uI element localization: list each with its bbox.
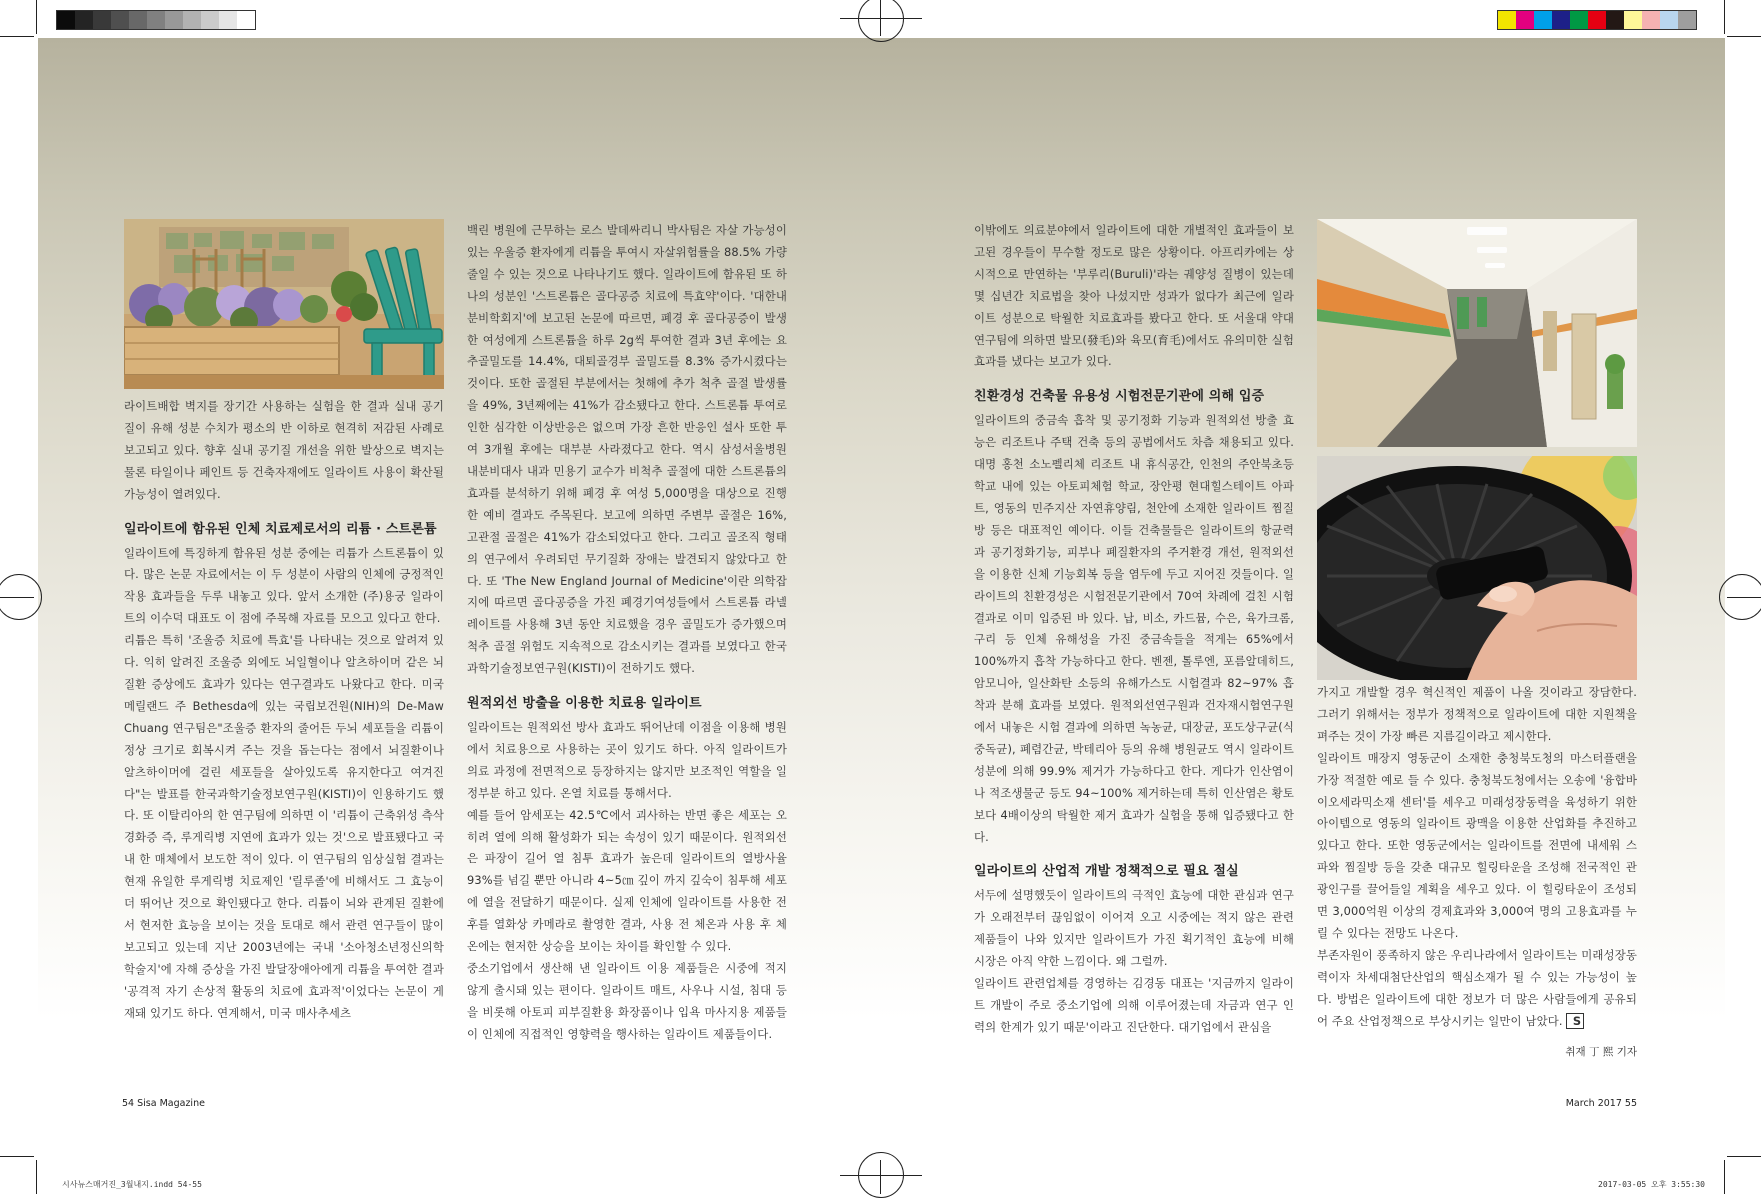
color-swatch bbox=[1534, 11, 1552, 29]
paragraph: 리튬은 특히 '조울증 치료에 특효'를 나타내는 것으로 알려져 있다. 익히 알려진 조울증 외에도 뇌일혈이나 알츠하이머 같은 뇌질환 증상에도 효과가 있다는 연구결과도 나왔다고 한다. 미국 메릴랜드 주 Bethesda에 있는 국립보건원(NIH)의 De-Maw Chuang 연구팀은"조울증 환자의 줄어든 두뇌 세포들을 리튬이 정상 크기로 회복시켜 주는 것을 돕는다는 점에서 뇌질환이나 알츠하이머에 걸린 세포들을 살아있도록 유지한다고 여겨진다"는 발표를 한국과학기술정보연구원(KISTI)이 인용하기도 했다. 또 이탈리아의 한 연구팀에 의하면 이 '리튬이 근축위성 측삭 경화증 즉, 루게릭병 지연에 효과가 있는 것'으로 발표됐다고 국내 한 매체에서 보도한 적이 있다. 이 연구팀의 임상실험 결과는 현재 유일한 루게릭병 치료제인 '릴루졸'에 비해서도 그 효능이 더 뛰어난 것으로 확인됐다고 한다. 리튬이 뇌와 관계된 질환에서 현저한 효능을 보이는 것을 토대로 해서 관련 연구들이 많이 보고되고 있는데 지난 2003년에는 국내 '소아청소년정신의학 학술지'에 자해 증상을 가진 발달장애아에게 리튬을 투여한 결과 '공격적 자기 손상적 활동의 치료에 효과적'이었다는 논문이 게재돼 있기도 하다. 연계해서, 미국 매사추세츠 bbox=[124, 633, 444, 1020]
article-column-1 bbox=[124, 396, 444, 1024]
left-page-folio: 54 Sisa Magazine bbox=[122, 1098, 205, 1109]
gray-swatch bbox=[219, 11, 237, 29]
crop-mark bbox=[1727, 36, 1761, 37]
color-swatch bbox=[1552, 11, 1570, 29]
color-swatch bbox=[1570, 11, 1588, 29]
article-column-4 bbox=[1317, 682, 1637, 1033]
paragraph: 부존자원이 풍족하지 않은 우리나라에서 일라이트는 미래성장동력이자 차세대첨단산업의 핵심소재가 될 수 있는 가능성이 높다. 방법은 일라이트에 대한 정보가 더 많은 사람들에게 공유되어 주요 산업정책으로 부상시키는 일만이 남았다. S bbox=[1317, 947, 1637, 1028]
color-swatch bbox=[1516, 11, 1534, 29]
registration-line bbox=[1727, 597, 1761, 598]
paragraph: 일라이트 관련업체를 경영하는 김경동 대표는 '지금까지 일라이트 개발이 주로 중소기업에 의해 이루어졌는데 자금과 연구 인력의 한계가 있기 때문'이라고 진단한다. 대기업에서 관심을 bbox=[974, 976, 1294, 1034]
section-heading-eco-building: 친환경성 건축물 유용성 시험전문기관에 의해 입증 bbox=[974, 389, 1265, 405]
gray-swatch bbox=[201, 11, 219, 29]
registration-line bbox=[880, 0, 881, 36]
gray-swatch bbox=[183, 11, 201, 29]
col2-paragraphs-top bbox=[467, 220, 787, 680]
color-swatch bbox=[1498, 11, 1516, 29]
photo-illite-grill-pan bbox=[1317, 456, 1637, 680]
gray-swatch bbox=[165, 11, 183, 29]
crop-mark bbox=[1724, 0, 1725, 34]
paragraph: 가지고 개발할 경우 혁신적인 제품이 나올 것이라고 장담한다. 그러기 위해서는 정부가 정책적으로 일라이트에 대한 지원책을 펴주는 것이 가장 빠른 지름길이라고 제시한다. bbox=[1317, 685, 1637, 743]
section-heading-far-infrared: 원적외선 방출을 이용한 치료용 일라이트 bbox=[467, 696, 702, 712]
registration-line bbox=[0, 597, 34, 598]
col1-paragraphs-top bbox=[124, 396, 444, 506]
article-column-3 bbox=[974, 220, 1294, 1039]
crop-mark bbox=[36, 0, 37, 34]
gray-swatch bbox=[57, 11, 75, 29]
registration-line bbox=[880, 1160, 881, 1194]
col3-paragraphs-mid bbox=[974, 410, 1294, 848]
section-heading-industrial-policy: 일라이트의 산업적 개발 정책적으로 필요 절실 bbox=[974, 864, 1239, 880]
paragraph: 일라이트는 원적외선 방사 효과도 뛰어난데 이점을 이용해 병원에서 치료용으로 사용하는 곳이 있기도 하다. 아직 일라이트가 의료 과정에 전면적으로 등장하지는 않지만 보조적인 역할을 일정부분 하고 있다. 온열 치료를 통해서다. bbox=[467, 720, 787, 800]
file-slug: 시사뉴스매거진_3월내지.indd 54-55 bbox=[62, 1180, 202, 1189]
gray-swatch bbox=[93, 11, 111, 29]
article-byline: 취재 丁 熙 기자 bbox=[1565, 1046, 1637, 1058]
end-mark: S bbox=[1566, 1013, 1584, 1029]
crop-mark bbox=[0, 1156, 34, 1157]
crop-mark bbox=[36, 1160, 37, 1194]
paragraph: 이밖에도 의료분야에서 일라이트에 대한 개별적인 효과들이 보고된 경우들이 무수할 정도로 많은 상황이다. 아프리카에는 상시적으로 만연하는 '부루리(Buruli)'라는 궤양성 질병이 있는데 몇 십년간 치료법을 찾아 나섰지만 성과가 없다가 최근에 일라이트 성분으로 탁월한 치료효과를 봤다고 한다. 또 서울대 약대 연구팀에 의하면 발모(發毛)와 육모(育毛)에서도 유의미한 실험 효과를 냈다는 보고가 있다. bbox=[974, 223, 1294, 369]
gray-swatch bbox=[147, 11, 165, 29]
grayscale-calibration-strip bbox=[56, 10, 256, 30]
color-swatch bbox=[1588, 11, 1606, 29]
gray-swatch bbox=[129, 11, 147, 29]
paragraph: 일라이트에 특징하게 함유된 성분 중에는 리튬가 스트론튬이 있다. 많은 논문 자료에서는 이 두 성분이 사람의 인체에 긍정적인 작용 효과들을 두루 내놓고 있다. 앞서 소개한 (주)용궁 일라이트의 이수덕 대표도 이 점에 주목해 자료를 모으고 있다고 한다. bbox=[124, 545, 444, 626]
color-swatch bbox=[1660, 11, 1678, 29]
paragraph: 일라이트 매장지 영동군이 소재한 충청북도청의 마스터플랜을 가장 적절한 예로 들 수 있다. 충청북도청에서는 오송에 '융합바이오세라믹소재 센터'를 세우고 미래성장동력을 육성하기 위한 아이템으로 영동의 일라이트 광맥을 이용한 산업화를 추진하고 있다고 한다. 또한 영동군에서는 일라이트를 전면에 내세워 스파와 찜질방 등을 갖춘 대규모 힐링타운을 조성해 전국적인 관광인구를 끌어들일 계획을 세우고 있다. 이 힐링타운이 조성되면 3,000억원 이상의 경제효과와 3,000여 명의 고용효과를 누릴 수 있다는 전망도 나온다. bbox=[1317, 750, 1637, 940]
color-calibration-strip bbox=[1497, 10, 1697, 30]
gray-swatch bbox=[75, 11, 93, 29]
col1-paragraphs-after-heading bbox=[124, 543, 444, 1025]
paragraph: 라이트배합 벽지를 장기간 사용하는 실험을 한 결과 실내 공기질이 유해 성분 수치가 평소의 반 이하로 현격히 저감된 사례로 보고되고 있다. 향후 실내 공기질 개선을 위한 발상으로 벽지는 물론 타일이나 페인트 등 건축자재에도 일라이트 사용이 확산될 가능성이 열려있다. bbox=[124, 399, 444, 501]
article-column-2 bbox=[467, 220, 787, 1046]
color-swatch bbox=[1606, 11, 1624, 29]
col3-paragraphs-top bbox=[974, 220, 1294, 373]
registration-line bbox=[840, 1175, 922, 1176]
print-timestamp: 2017-03-05 오후 3:55:30 bbox=[1598, 1180, 1705, 1189]
col4-paragraphs bbox=[1317, 682, 1637, 1033]
section-heading-lithium-strontium: 일라이트에 함유된 인체 치료제로서의 리튬 · 스트론튬 bbox=[124, 521, 437, 537]
paragraph: 중소기업에서 생산해 낸 일라이트 이용 제품들은 시중에 적지 않게 출시돼 있는 편이다. 일라이트 매트, 사우나 시설, 침대 등을 비롯해 아토피 피부질환용 화장품이나 입욕 마사지용 제품들이 인체에 직접적인 영향력을 행사하는 일라이트 제품들이다. bbox=[467, 961, 787, 1041]
color-swatch bbox=[1642, 11, 1660, 29]
registration-line bbox=[840, 18, 922, 19]
photo-flower-planters bbox=[124, 219, 444, 389]
gray-swatch bbox=[237, 11, 255, 29]
crop-mark bbox=[0, 36, 34, 37]
paragraph: 백린 병원에 근무하는 로스 발데싸리니 박사팀은 자살 가능성이 있는 우울증 환자에게 리튬을 투여시 자살위험률을 88.5% 가량 줄일 수 있는 것으로 나타나기도 했다. 일라이트에 함유된 또 하나의 성분인 '스트론튬은 골다공증 치료에 특효약'이다. '대한내분비학회지'에 보고된 논문에 따르면, 폐경 후 골다공증이 발생한 여성에게 스트론튬을 하루 2g씩 투여한 결과 3년 후에는 요추골밀도를 14.4%, 대퇴골경부 골밀도를 8.3% 증가시켰다는 것이다. 또한 골절된 부분에서는 첫해에 추가 척추 골절 발생률을 49%, 3년째에는 41%가 감소됐다고 한다. 스트론튬 투여로 인한 심각한 이상반응은 없으며 가장 흔한 반응인 설사 또한 투여 3개월 후에는 대부분 사라졌다고 한다. 역시 삼성서울병원 내분비대사 내과 민용기 교수가 비척추 골절에 대한 스트론튬의 효과를 분석하기 위해 폐경 후 여성 5,000명을 대상으로 진행한 예비 결과도 주목된다. 보고에 의하면 주변부 골절은 16%, 고관절 골절은 41%가 감소되었다고 한다. 그리고 골조직 형태의 연구에서 우려되던 무기질화 장애는 발견되지 않았다고 한다. 또 'The New England Journal of Medicine'이란 의학잡지에 따르면 골다공증을 가진 폐경기여성들에서 스트론튬 라넬레이트를 사용해 3년 동안 치료했을 경우 골밀도가 증가했으며 척추 골절 위험도 지속적으로 감소시키는 결과를 보였다고 한국과학기술정보연구원(KISTI)이 전하기도 했다. bbox=[467, 223, 787, 676]
col2-paragraphs-after-heading bbox=[467, 717, 787, 1046]
paragraph: 일라이트의 중금속 흡착 및 공기정화 기능과 원적외선 방출 효능은 리조트나 주택 건축 등의 공법에서도 차츰 채용되고 있다. 대명 홍천 소노펠리체 리조트 내 휴식공간, 인천의 주안북초등학교 내에 있는 아토피체험 학교, 장안평 현대힐스테이트 아파트, 영동의 민주지산 자연휴양림, 천안에 소재한 일라이트 찜질방 등은 대표적인 예이다. 이들 건축물들은 일라이트의 항균력과 공기정화기능, 피부나 폐질환자의 주거환경 개선, 원적외선을 이용한 신체 기능회복 등을 염두에 두고 지어진 것들이다. 일라이트의 친환경성은 시험전문기관에서 70여 차례에 걸친 시험결과로 이미 입증된 바 있다. 납, 비소, 카드뮴, 수은, 육가크롬, 구리 등 인체 유해성을 가진 중금속들을 적게는 65%에서 100%까지 흡착 가능하다고 한다. 벤젠, 톨루엔, 포름알데히드, 암모니아, 일산화탄 소등의 유해가스도 시험결과 82~97% 흡착과 분해 효과를 보였다. 원적외선연구원과 건자재시험연구원에서 내놓은 시험 결과에 의하면 녹농균, 대장균, 포도상구균(식중독균), 폐렴간균, 박테리아 등의 유해 병원균도 역시 일라이트 성분에 의해 99.9% 제거가 가능하다고 한다. 게다가 인산염이나 적조생물군 등도 94~100% 제거하는데 특히 인산염은 황토보다 4배이상의 탁월한 제거 효과가 실험을 통해 입증됐다고 한다. bbox=[974, 413, 1294, 844]
registration-mark bbox=[858, 0, 904, 42]
paragraph: 예를 들어 암세포는 42.5℃에서 괴사하는 반면 좋은 세포는 오히려 열에 의해 활성화가 되는 속성이 있기 때문이다. 원적외선은 파장이 길어 열 침투 효과가 높은데 일라이트의 열방사율 93%를 넘길 뿐만 아니라 4~5㎝ 깊이 까지 깊숙이 침투해 세포에 열을 전달하기 때문이다. 실제 인체에 일라이트를 사용한 전후를 열화상 카메라로 촬영한 결과, 사용 전 체온과 사용 후 체온에는 현저한 상승을 보이는 차이를 확인할 수 있다. bbox=[467, 807, 787, 954]
crop-mark bbox=[1727, 1156, 1761, 1157]
color-swatch bbox=[1624, 11, 1642, 29]
gray-swatch bbox=[111, 11, 129, 29]
col3-paragraphs-bottom bbox=[974, 885, 1294, 1038]
color-swatch bbox=[1678, 11, 1696, 29]
right-page-folio: March 2017 55 bbox=[1565, 1098, 1637, 1109]
photo-hospital-corridor bbox=[1317, 219, 1637, 447]
paragraph: 서두에 설명했듯이 일라이트의 극적인 효능에 대한 관심과 연구가 오래전부터 끊임없이 이어져 오고 시중에는 적지 않은 관련제품들이 나와 있지만 일라이트가 가진 획기적인 효능에 비해 시장은 아직 약한 느낌이다. 왜 그럴까. bbox=[974, 888, 1294, 969]
crop-mark bbox=[1724, 1160, 1725, 1194]
